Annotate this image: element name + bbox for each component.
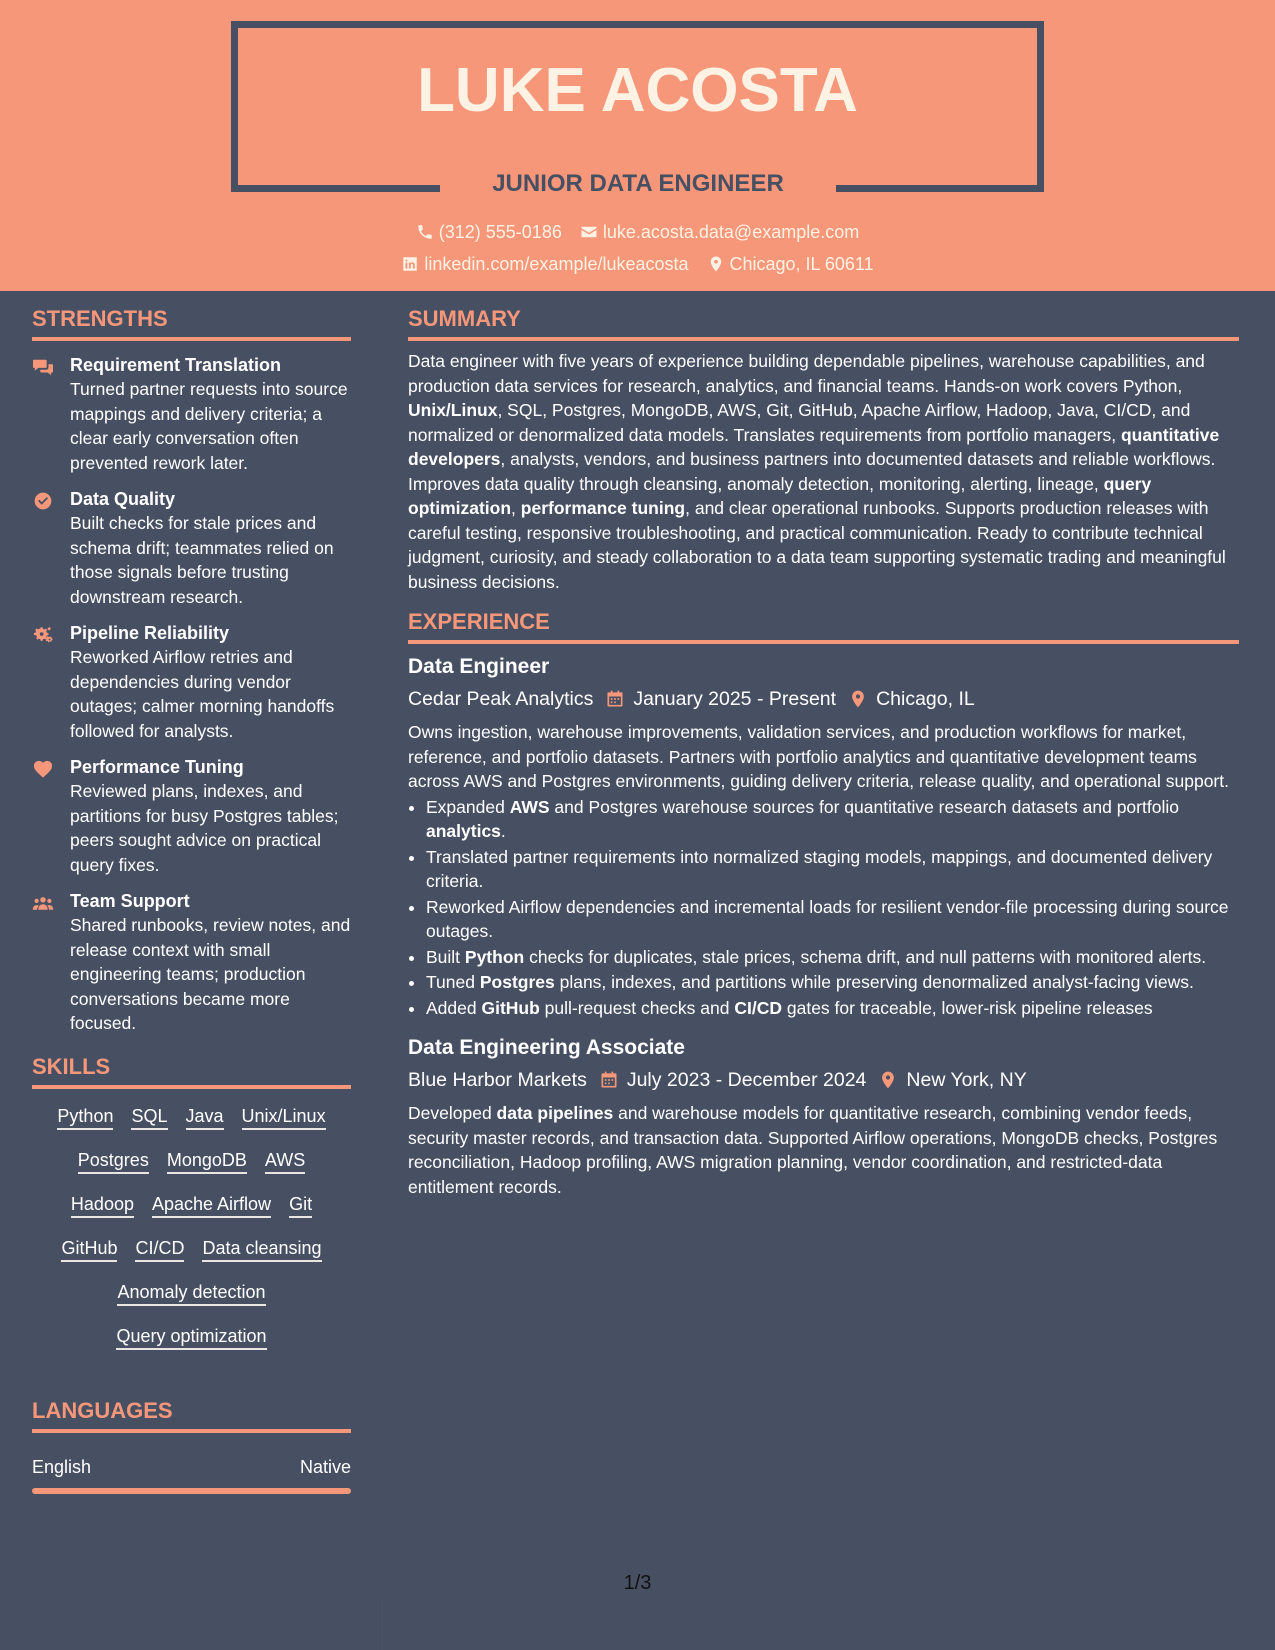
check-circle-icon xyxy=(32,491,54,511)
phone-text: (312) 555-0186 xyxy=(438,222,562,242)
bold-text: Unix/Linux xyxy=(408,400,498,420)
header-frame-bottom-left xyxy=(231,185,440,192)
skill-tag: Data cleansing xyxy=(202,1237,321,1262)
job-bullet: • Tuned Postgres plans, indexes, and partitions while preserving denormalized analyst-facing views. xyxy=(426,970,1239,995)
job-entry xyxy=(408,1035,1239,1199)
header xyxy=(0,0,1275,291)
skill-tag: Postgres xyxy=(78,1149,149,1174)
strength-item xyxy=(32,621,351,743)
candidate-name: LUKE ACOSTA xyxy=(417,56,858,125)
map-pin-icon xyxy=(848,689,868,709)
location-text: Chicago, IL 60611 xyxy=(729,254,874,274)
experience-heading: EXPERIENCE xyxy=(408,609,1239,644)
email-contact[interactable] xyxy=(580,221,859,243)
calendar-icon xyxy=(599,1070,619,1090)
strength-desc: Reworked Airflow retries and dependencies during vendor outages; calmer morning handoffs followed for analysts. xyxy=(70,647,335,741)
skill-tag: AWS xyxy=(265,1149,305,1174)
right-column xyxy=(408,306,1239,1199)
language-name: English xyxy=(32,1456,92,1477)
users-icon xyxy=(32,893,54,913)
calendar-icon xyxy=(605,689,625,709)
bold-text: quantitative developers xyxy=(408,424,1220,469)
contact-row xyxy=(0,221,1275,243)
job-dates: January 2025 - Present xyxy=(633,688,837,710)
strength-title: Pipeline Reliability xyxy=(70,623,230,643)
heart-icon xyxy=(32,759,54,779)
linkedin-contact[interactable] xyxy=(401,253,688,275)
skill-tag: Unix/Linux xyxy=(242,1105,326,1130)
skill-tag: SQL xyxy=(131,1105,167,1130)
job-meta xyxy=(408,1067,1239,1093)
skill-tag: Anomaly detection xyxy=(117,1281,265,1306)
job-bullet: • Expanded AWS and Postgres warehouse sources for quantitative research datasets and portfolio analytics. xyxy=(426,795,1239,844)
strength-item xyxy=(32,889,351,1036)
gears-icon xyxy=(32,625,54,645)
skill-tag: Python xyxy=(57,1105,113,1130)
job-company: Cedar Peak Analytics xyxy=(408,688,594,710)
language-level: Native xyxy=(299,1456,351,1477)
language-proficiency-bar xyxy=(32,1488,351,1494)
job-location: Chicago, IL xyxy=(876,688,975,710)
phone-contact[interactable] xyxy=(416,221,562,243)
strength-title: Data Quality xyxy=(70,489,176,509)
skill-tag: Hadoop xyxy=(71,1193,134,1218)
bold-text: AWS xyxy=(509,796,550,817)
job-bullet: • Reworked Airflow dependencies and incremental loads for resilient vendor-file processing during source outages. xyxy=(426,895,1239,944)
bold-text: query optimization xyxy=(408,473,1152,518)
header-frame-right xyxy=(1037,21,1044,192)
languages-heading: LANGUAGES xyxy=(32,1398,351,1433)
job-bullet: • Added GitHub pull-request checks and CI/CD gates for traceable, lower-risk pipeline releases xyxy=(426,996,1239,1021)
job-bullet: • Built Python checks for duplicates, stale prices, schema drift, and null patterns with monitored alerts. xyxy=(426,945,1239,970)
skill-tag: Git xyxy=(289,1193,312,1218)
job-entry xyxy=(408,654,1239,1020)
strength-title: Requirement Translation xyxy=(70,355,282,375)
page-number: 1/3 xyxy=(623,1572,652,1594)
bold-text: Postgres xyxy=(479,972,555,992)
header-frame xyxy=(231,21,1044,28)
strength-desc: Shared runbooks, review notes, and release context with small engineering teams; production conversations became more focused. xyxy=(70,915,351,1033)
job-position: Data Engineer xyxy=(408,655,550,678)
contact-row-2 xyxy=(0,253,1275,275)
strength-desc: Turned partner requests into source mappings and delivery criteria; a clear early conversation often prevented rework later. xyxy=(70,379,348,473)
job-company: Blue Harbor Markets xyxy=(408,1069,587,1091)
skill-tag: Apache Airflow xyxy=(152,1193,271,1218)
map-pin-icon xyxy=(707,255,725,273)
header-frame-bottom-right xyxy=(836,185,1044,192)
email-text: luke.acosta.data@example.com xyxy=(602,222,860,242)
column-divider xyxy=(382,1600,383,1650)
linkedin-text: linkedin.com/example/lukeacosta xyxy=(424,254,689,274)
skill-tag: Java xyxy=(186,1105,224,1130)
phone-icon xyxy=(416,223,434,241)
job-location: New York, NY xyxy=(906,1069,1027,1091)
job-bullets xyxy=(408,795,1239,1021)
envelope-icon xyxy=(580,223,598,241)
strength-desc: Reviewed plans, indexes, and partitions for busy Postgres tables; peers sought advice on practical query fixes. xyxy=(70,781,339,875)
strength-title: Performance Tuning xyxy=(70,757,244,777)
map-pin-icon xyxy=(878,1070,898,1090)
bold-text: analytics xyxy=(426,821,501,841)
skill-tag: MongoDB xyxy=(167,1149,247,1174)
job-dates: July 2023 - December 2024 xyxy=(626,1069,867,1091)
language-row xyxy=(32,1456,351,1478)
skill-tag: CI/CD xyxy=(135,1237,184,1262)
job-title-heading: JUNIOR DATA ENGINEER xyxy=(492,170,784,197)
skill-tag: Query optimization xyxy=(116,1325,266,1350)
linkedin-icon xyxy=(401,255,419,273)
chat-bubbles-icon xyxy=(32,357,54,377)
bold-text: data pipelines xyxy=(496,1103,614,1123)
summary-heading: SUMMARY xyxy=(408,306,1239,341)
job-description: Developed data pipelines and warehouse models for quantitative research, combining vendor feeds, security master records, and transaction data. Supported Airflow operations, MongoDB checks, Postgres reconciliation, Hadoop profiling, AWS migration planning, vendor coordination, and restricted-data entitlement records. xyxy=(408,1103,1218,1197)
strengths-heading: STRENGTHS xyxy=(32,306,351,341)
header-frame-left xyxy=(231,21,238,192)
strength-item xyxy=(32,755,351,877)
left-column xyxy=(32,306,351,1494)
location-contact xyxy=(707,253,874,275)
strength-desc: Built checks for stale prices and schema drift; teammates relied on those signals before trusting downstream research. xyxy=(70,513,334,607)
bold-text: Python xyxy=(464,946,525,967)
bold-text: performance tuning xyxy=(520,498,686,518)
skills-list xyxy=(32,1105,351,1350)
skill-tag: GitHub xyxy=(61,1237,117,1262)
job-meta xyxy=(408,686,1239,712)
job-bullet: • Translated partner requirements into normalized staging models, mappings, and documented delivery criteria. xyxy=(426,845,1239,894)
skills-heading: SKILLS xyxy=(32,1054,351,1089)
strength-item xyxy=(32,487,351,609)
summary-text: Data engineer with five years of experience building dependable pipelines, warehouse capabilities, and production data services for research, analytics, and financial teams. Hands-on work covers Python, Unix/Linux, SQL, Postgres, MongoDB, AWS, Git, GitHub, Apache Airflow, Hadoop, Java, CI/CD, and normalized or denormalized data models. Translates requirements from portfolio managers, quantitative developers, analysts, vendors, and business partners into documented datasets and reliable workflows. Improves data quality through cleansing, anomaly detection, monitoring, alerting, lineage, query optimization, performance tuning, and clear operational runbooks. Supports production releases with careful testing, responsive troubleshooting, and practical communication. Ready to contribute technical judgment, curiosity, and steady collaboration to a data team supporting systematic trading and meaningful business decisions. xyxy=(408,351,1226,592)
job-description: Owns ingestion, warehouse improvements, validation services, and production workflows for market, reference, and portfolio datasets. Partners with portfolio analytics and quantitative development teams across AWS and Postgres environments, guiding delivery criteria, release quality, and operational support. xyxy=(408,722,1229,791)
bold-text: GitHub xyxy=(481,997,540,1018)
job-position: Data Engineering Associate xyxy=(408,1036,685,1059)
bold-text: CI/CD xyxy=(734,997,782,1018)
strength-title: Team Support xyxy=(70,891,190,911)
strength-item xyxy=(32,353,351,475)
